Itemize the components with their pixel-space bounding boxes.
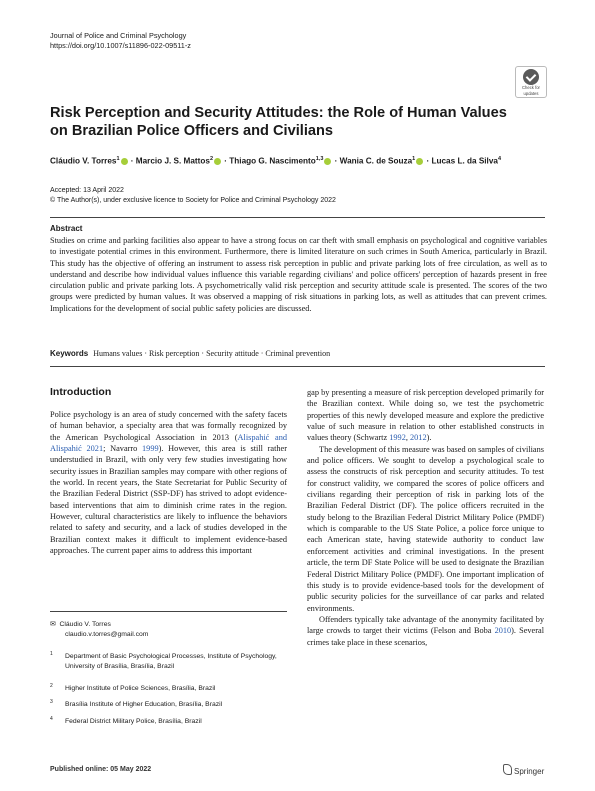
keywords-heading: Keywords xyxy=(50,349,89,358)
copyright-notice: © The Author(s), under exclusive licence to Society for Police and Criminal Psychology 2022 xyxy=(50,197,336,204)
orcid-icon[interactable] xyxy=(121,158,128,165)
published-online: Published online: 05 May 2022 xyxy=(50,766,152,773)
article-meta xyxy=(50,186,336,206)
author-affiliation-sup: 1,3 xyxy=(315,156,324,162)
mail-icon: ✉ xyxy=(50,621,56,628)
author-affiliation-sup: 2 xyxy=(209,156,214,162)
abstract-text: Studies on crime and parking facilities also appear to have a strong focus on car theft with small emphasis on psychological and cognitive variables to investigate potential crimes in this environment. Furthermore, there is limited literature on such crimes in South America, particularly in Brazil. This study has the objective of offering an instrument to assess risk perception in public and private parking lots of free circulation, as well as to understand and describe how individual values influence this variable regarding civilians' and police officers' perception of hazards present in free circulation public and private parking lots. A psychometrically valid risk perception and security attitude scale is presented. The scores of the two groups were predicted by human values. It was observed a mapping of risk situations in parking lots, as well as attitudes that can prevent crimes. Implications for the development of social public safety policies are discussed. xyxy=(50,236,547,313)
journal-name: Journal of Police and Criminal Psychology xyxy=(50,31,187,40)
badge-label-2: updates xyxy=(523,90,539,96)
author-affiliation-sup: 1 xyxy=(412,156,416,162)
intro-paragraph-3: The development of this measure was based on samples of civilians and police officers. We sought to develop a psychological scale to assess the constructs of risk perception and security attitudes. To test for construct validity, we compared the scores of police officers and civilians regarding their perception of risk in parking lots of the Brazilian Federal District (DF). The police officers recruited in the study belong to the Brazilian Federal District Military Police (PMDF) which is comparable to the US State Police, a police force unique to each American state, having statewide authority to conduct law enforcement activities and criminal investigations. In the present article, the term DF State Police will be used to designate the Brazilian Federal District Military Police (PMDF). One important implication of this study is to provide evidence-based tools for the development of public security policies for the surveillance of car parks and related environments. xyxy=(307,444,544,613)
title-line-1: Risk Perception and Security Attitudes: the Role of Human Values xyxy=(50,105,507,121)
badge-label-1: Check for xyxy=(522,85,540,90)
title-line-2: on Brazilian Police Officers and Civilians xyxy=(50,123,334,139)
author-affiliation-sup: 1 xyxy=(116,156,120,162)
corresponding-author: Cláudio V. Torres xyxy=(59,621,111,628)
section-heading-introduction: Introduction xyxy=(50,386,112,398)
author-name[interactable]: Thiago G. Nascimento xyxy=(229,156,316,166)
journal-doi-link[interactable]: https://doi.org/10.1007/s11896-022-09511-z xyxy=(50,41,191,50)
author-name[interactable]: Wania C. de Souza xyxy=(339,156,413,166)
accepted-date: Accepted: 13 April 2022 xyxy=(50,187,124,194)
affiliation-3: 3 Brasília Institute of Higher Education, Brasília, Brazil xyxy=(50,699,223,708)
divider-keywords xyxy=(50,366,545,367)
check-icon xyxy=(523,69,539,85)
affiliation-1: 1 Department of Basic Psychological Processes, Institute of Psychology, University of Brasília, Brasília, Brazil xyxy=(50,651,277,670)
keywords-text: Humans values · Risk perception · Security attitude · Criminal prevention xyxy=(93,349,331,358)
author-separator: · xyxy=(128,156,136,166)
author-name[interactable]: Lucas L. da Silva xyxy=(431,156,498,166)
springer-horse-icon xyxy=(503,764,512,775)
intro-paragraph-1: Police psychology is an area of study concerned with the safety facets of human behavior, a specialty area that was formally recognized by the American Psychological Association in 2013 (Alispahić and Alispahić 2021; Navarro 1999). However, this area is still rather understudied in Brazil, with only very few studies investigating how security issues in Brazilian samples may compare with other regions of the world. In recent years, the State Secretariat for Public Security of the Brazilian Federal District (SSP-DF) has strived to adopt evidence-based interventions that aim to diminish crime rates in the region. However, cultural characteristics are likely to influence the behaviors related to safety and security, and a lack of studies developed in the Brazilian context makes it difficult to implement evidence-based approaches. The current paper aims to address this important xyxy=(50,410,288,556)
author-separator: · xyxy=(424,156,432,166)
orcid-icon[interactable] xyxy=(324,158,331,165)
author-list xyxy=(50,156,550,166)
intro-paragraph-4: Offenders typically take advantage of the anonymity facilitated by large crowds to target their victims (Felson and Boba 2010). Several crimes take place in these scenarios, xyxy=(307,614,544,647)
publisher-logo: Springer xyxy=(503,764,544,776)
abstract-heading: Abstract xyxy=(50,224,83,233)
right-column xyxy=(307,387,544,648)
citation-link[interactable]: 1999 xyxy=(142,444,159,454)
affiliation-2: 2 Higher Institute of Police Sciences, Brasília, Brazil xyxy=(50,683,216,692)
citation-link[interactable]: 2012 xyxy=(410,433,427,443)
citation-link[interactable]: 1992 xyxy=(389,433,406,443)
divider-correspondence xyxy=(50,611,287,612)
author-affiliation-sup: 4 xyxy=(497,156,501,162)
author-name[interactable]: Cláudio V. Torres xyxy=(50,156,117,166)
author-separator: · xyxy=(332,156,340,166)
journal-header xyxy=(50,31,191,51)
correspondence xyxy=(50,620,148,639)
divider-top xyxy=(50,217,545,218)
orcid-icon[interactable] xyxy=(416,158,423,165)
citation-link[interactable]: 2010 xyxy=(494,626,512,636)
check-for-updates-badge[interactable] xyxy=(515,66,547,98)
keywords xyxy=(50,349,330,358)
left-column xyxy=(50,409,287,556)
article-title xyxy=(50,104,530,140)
orcid-icon[interactable] xyxy=(214,158,221,165)
citation-link[interactable]: Alispahić and Alispahić 2021 xyxy=(50,432,287,454)
author-name[interactable]: Marcio J. S. Mattos xyxy=(135,156,210,166)
affiliation-4: 4 Federal District Military Police, Brasília, Brazil xyxy=(50,716,202,725)
corresponding-email[interactable]: claudio.v.torres@gmail.com xyxy=(65,630,149,638)
intro-paragraph-2: gap by presenting a measure of risk perception developed primarily for the Brazilian context. While doing so, we test the psychometric properties of this newly developed measure and explore the predictive value of such measure in relation to other established constructs in values theory (Schwartz 1992, 2012). xyxy=(307,388,544,443)
author-separator: · xyxy=(222,156,230,166)
